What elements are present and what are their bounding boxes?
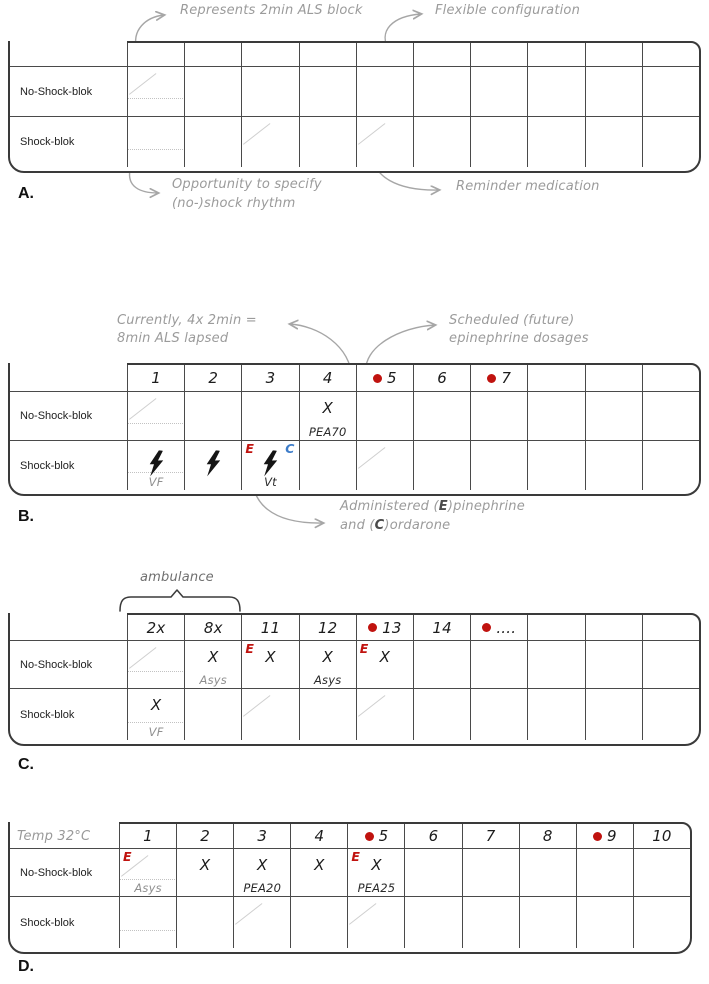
als-block-cell [527,689,584,740]
als-block-cell [241,117,298,167]
corner-cell [10,365,127,392]
als-block-cell [585,441,642,490]
als-block-cell [184,117,241,167]
block-number: 2x [146,618,166,637]
als-block-cell [413,689,470,740]
annotation-ambulance: ambulance [140,570,214,585]
als-block-header-cell [119,824,176,849]
epinephrine-dot-icon [487,374,496,383]
block-number: 2 [200,827,211,845]
block-number: 10 [652,827,672,845]
als-block-cell [290,897,347,948]
block-number: 1 [143,827,153,845]
als-block-cell [127,67,184,117]
als-block-cell [127,689,184,740]
als-block-cell [519,897,576,948]
annotation-represents-block: Represents 2min ALS block [180,3,363,18]
rhythm-dotted-line [128,423,183,424]
row-label: Shock-blok [20,708,75,721]
als-block-cell [241,392,298,441]
als-block-header-cell [241,365,298,392]
panel-a-letter: A. [18,185,34,202]
row-label: No-Shock-blok [10,392,127,441]
als-block-cell [527,392,584,441]
reminder-slash-mark [129,73,156,95]
block-number: 7 [501,369,512,387]
epinephrine-dot-icon [365,832,374,841]
als-block-cell [642,392,699,441]
als-block-cell [241,689,298,740]
als-block-header-cell [299,365,356,392]
rhythm-label: PEA25 [357,881,396,895]
als-block-header-cell [527,365,584,392]
compression-x-mark: X [208,648,219,666]
panel-b-table [8,363,701,496]
epinephrine-mark: E [123,849,132,864]
als-block-cell [290,849,347,897]
rhythm-label: VF [148,725,164,739]
block-number: 11 [260,618,281,637]
als-block-header-cell [184,615,241,641]
block-number: 6 [428,827,439,845]
panel-d-letter: D. [18,958,34,975]
als-block-cell [127,441,184,490]
row-label: No-Shock-blok [10,849,119,897]
als-block-cell [527,441,584,490]
als-block-cell [633,897,690,948]
als-block-cell [519,849,576,897]
als-block-cell [127,392,184,441]
compression-x-mark: X [322,648,333,666]
rhythm-label: Vt [264,475,277,489]
epinephrine-dot-icon [368,623,377,632]
epinephrine-mark: E [245,641,255,656]
block-number: 8x [203,618,223,637]
als-block-cell [527,67,584,117]
als-block-cell [184,641,241,689]
block-number: 14 [432,618,452,637]
reminder-slash-mark [358,123,385,145]
als-block-header-cell [241,615,298,641]
rhythm-dotted-line [120,879,175,880]
als-block-header-cell [127,43,184,67]
rhythm-dotted-line [128,722,183,723]
rhythm-label: PEA70 [308,425,347,439]
epinephrine-mark: E [351,849,361,864]
als-block-cell [642,641,699,689]
als-block-cell [404,897,461,948]
als-block-cell [413,67,470,117]
als-block-cell [404,849,461,897]
als-block-cell [127,117,184,167]
als-block-cell [642,689,699,740]
als-block-header-cell [527,43,584,67]
compression-x-mark: X [322,399,333,417]
reminder-slash-mark [349,903,376,925]
als-block-cell [356,392,413,441]
als-block-header-cell [241,43,298,67]
als-block-cell [347,897,404,948]
als-block-header-cell [413,43,470,67]
als-block-cell [585,689,642,740]
als-block-header-cell [470,615,527,641]
als-block-cell [642,441,699,490]
als-block-header-cell [633,824,690,849]
row-label: Shock-blok [20,459,75,472]
als-block-header-cell [585,615,642,641]
epinephrine-mark: E [359,641,369,656]
epinephrine-dot-icon [373,374,382,383]
rhythm-dotted-line [128,149,183,150]
als-block-header-cell [127,365,184,392]
block-number: 4 [314,827,325,845]
block-number: 2 [208,369,219,387]
als-block-cell [241,641,298,689]
als-block-header-cell [585,43,642,67]
ambulance-brace [120,590,240,611]
compression-x-mark: X [257,856,268,874]
rhythm-label: Asys [134,881,162,895]
als-block-cell [233,897,290,948]
panel-c-letter: C. [18,756,34,773]
als-block-header-cell [642,615,699,641]
annotation-opportunity-line2: (no-)shock rhythm [172,196,296,211]
corner-cell [10,615,127,641]
als-block-header-cell [184,43,241,67]
als-block-header-cell [527,615,584,641]
lightning-bolt-icon [263,449,279,477]
als-block-cell [299,67,356,117]
als-block-header-cell [233,824,290,849]
als-block-header-cell [642,43,699,67]
als-block-cell [356,689,413,740]
als-block-cell [356,67,413,117]
als-block-cell [119,849,176,897]
als-block-cell [241,67,298,117]
als-block-header-cell [642,365,699,392]
als-block-cell [127,641,184,689]
rhythm-label: PEA20 [243,881,282,895]
als-block-cell [356,117,413,167]
row-label: Shock-blok [20,136,75,148]
als-block-header-cell [299,43,356,67]
als-block-cell [462,849,519,897]
row-label: No-Shock-blok [10,641,127,689]
epinephrine-mark: E [245,441,255,456]
als-block-header-cell [290,824,347,849]
annotation-flexible-configuration: Flexible configuration [435,3,581,18]
als-block-cell [299,117,356,167]
rhythm-dotted-line [128,671,183,672]
annotation-reminder-medication: Reminder medication [456,179,600,194]
als-block-cell [585,67,642,117]
als-block-cell [470,441,527,490]
als-block-cell [233,849,290,897]
panel-a-table [8,41,701,173]
compression-x-mark: X [371,856,382,874]
rhythm-label: Asys [313,673,342,687]
als-block-header-cell [470,43,527,67]
als-block-cell [585,641,642,689]
als-block-header-cell [356,615,413,641]
als-block-header-cell [519,824,576,849]
annotation-administered-line2: and (C)ordarone [340,518,451,533]
als-block-cell [184,441,241,490]
als-block-cell [470,689,527,740]
als-block-header-cell [413,615,470,641]
panel-c-table [8,613,701,746]
als-block-cell [413,392,470,441]
lightning-bolt-icon [148,449,164,477]
corner-cell: Temp 32°C [10,824,119,849]
annotation-currently-line1: Currently, 4x 2min = [117,313,257,328]
als-block-cell [470,67,527,117]
als-block-cell [576,897,633,948]
als-block-cell [299,641,356,689]
block-number: 7 [485,827,496,845]
block-number: .... [496,618,517,637]
block-number: 1 [151,369,161,387]
block-number: 4 [322,369,333,387]
als-block-cell [184,67,241,117]
panel-d-table [8,822,692,954]
rhythm-dotted-line [128,98,183,99]
reminder-slash-mark [243,695,270,717]
als-block-cell [299,441,356,490]
als-block-header-cell [347,824,404,849]
rhythm-label: Asys [199,673,228,687]
als-block-cell [347,849,404,897]
epinephrine-dot-icon [482,623,491,632]
annotation-scheduled-line2: epinephrine dosages [449,331,589,346]
block-number: 12 [317,618,338,637]
panel-b-letter: B. [18,508,34,525]
als-block-header-cell [184,365,241,392]
als-block-header-cell [299,615,356,641]
rhythm-label: VF [148,475,164,489]
als-block-cell [356,641,413,689]
als-block-cell [299,392,356,441]
row-label: No-Shock-blok [10,67,127,117]
shock-bolt [205,449,222,482]
als-block-cell [462,897,519,948]
rhythm-dotted-line [120,930,175,931]
block-number: 5 [387,369,397,387]
compression-x-mark: X [150,696,162,714]
row-label: Shock-blok [20,916,75,929]
als-block-cell [413,117,470,167]
als-block-cell [176,897,233,948]
als-block-cell [241,441,298,490]
als-block-cell [576,849,633,897]
als-block-cell [413,641,470,689]
als-block-header-cell [576,824,633,849]
als-block-cell [184,392,241,441]
als-block-cell [470,117,527,167]
reminder-slash-mark [129,647,156,669]
als-block-cell [413,441,470,490]
als-block-cell [642,67,699,117]
corner-cell [10,43,127,67]
compression-x-mark: X [379,648,391,666]
als-block-cell [642,117,699,167]
lightning-bolt-icon [205,449,221,477]
als-block-cell [633,849,690,897]
annotation-administered-line1: Administered (E)pinephrine [340,499,525,514]
compression-x-mark: X [265,648,276,666]
als-block-header-cell [127,615,184,641]
als-block-cell [527,117,584,167]
annotation-scheduled-line1: Scheduled (future) [449,313,575,328]
block-number: 3 [257,827,268,845]
als-block-cell [470,392,527,441]
als-block-cell [585,117,642,167]
compression-x-mark: X [199,856,211,874]
als-block-cell [176,849,233,897]
reminder-slash-mark [235,903,262,925]
als-block-header-cell [404,824,461,849]
annotation-opportunity-line1: Opportunity to specify [172,177,322,192]
block-number: 13 [382,618,402,637]
als-block-cell [119,897,176,948]
als-block-cell [470,641,527,689]
arrow-opportunity-shock-rhythm [130,170,158,193]
block-number: 5 [378,827,389,845]
als-block-cell [184,689,241,740]
als-block-header-cell [585,365,642,392]
reminder-slash-mark [358,447,385,469]
als-block-header-cell [356,43,413,67]
reminder-slash-mark [129,398,156,420]
annotation-currently-line2: 8min ALS lapsed [117,331,229,346]
als-block-cell [585,392,642,441]
block-number: 8 [542,827,553,845]
block-number: 3 [265,369,276,387]
block-number: 9 [606,827,617,845]
reminder-slash-mark [243,123,270,145]
block-number: 6 [437,369,447,387]
als-block-header-cell [176,824,233,849]
als-block-cell [527,641,584,689]
compression-x-mark: X [314,856,325,874]
epinephrine-dot-icon [593,832,602,841]
als-block-header-cell [356,365,413,392]
als-block-header-cell [462,824,519,849]
als-block-header-cell [413,365,470,392]
als-block-cell [299,689,356,740]
als-block-cell [356,441,413,490]
reminder-slash-mark [358,695,385,717]
cordarone-mark: C [285,441,295,456]
als-block-header-cell [470,365,527,392]
